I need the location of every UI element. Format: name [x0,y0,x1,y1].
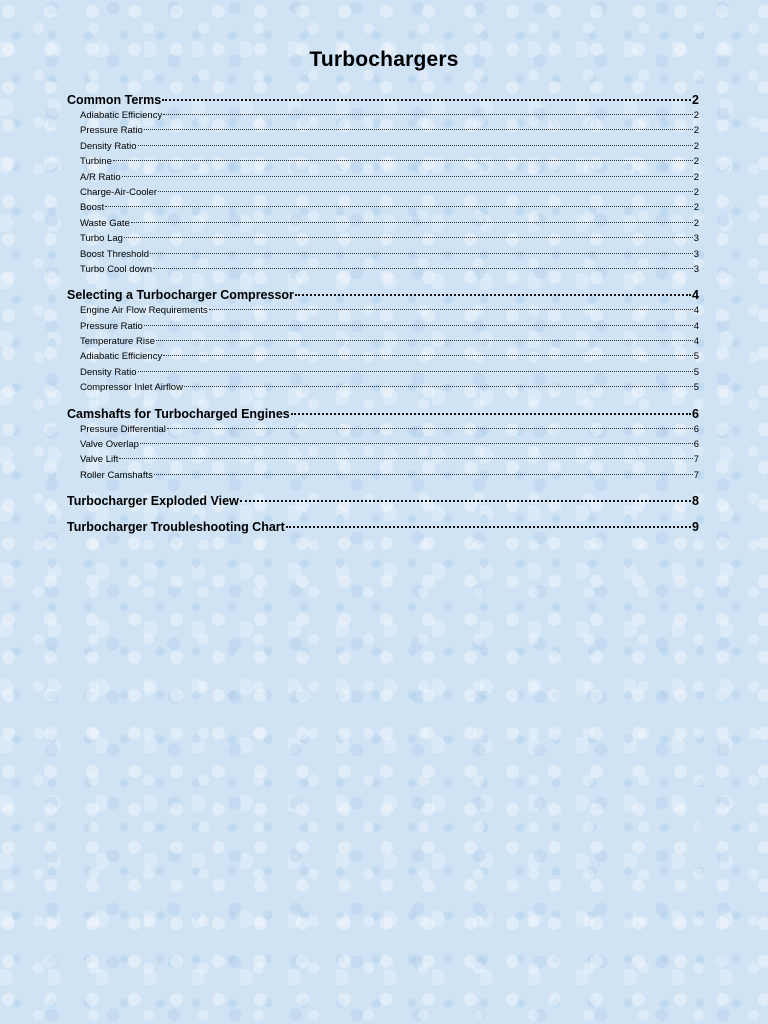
toc-entry-label: Pressure Ratio [80,125,143,137]
toc-entry-link[interactable] [67,154,699,169]
toc-entry-link[interactable] [67,303,699,318]
dot-leader [163,114,693,115]
toc-entry-link[interactable] [67,380,699,395]
dot-leader [131,222,693,223]
toc-entry-label: Adiabatic Efficiency [80,110,163,121]
toc-page-number: 4 [692,288,699,303]
dot-leader [138,371,693,372]
dot-leader [291,413,691,415]
toc-heading-label: Turbocharger Troubleshooting Chart [67,520,285,535]
toc-entry-label: Waste Gate [80,217,130,229]
toc-page-number: 3 [693,263,699,275]
dot-leader [124,237,693,238]
dot-leader [209,309,693,310]
toc-page-number: 5 [693,351,699,363]
toc-entry-link[interactable] [67,170,699,185]
toc-entry-label: Valve Overlap [80,439,139,451]
toc-page-number: 5 [693,382,699,394]
toc-page-number: 7 [693,454,699,466]
page-title: Turbochargers [309,48,459,71]
toc-heading-link[interactable] [67,287,699,303]
dot-leader [140,443,693,444]
toc-page-number: 2 [693,110,699,121]
toc-entry-link[interactable] [67,349,699,364]
toc-entry-label: Roller Camshafts [80,469,153,481]
dot-leader [154,474,693,475]
toc-entry-label: Charge-Air-Cooler [80,186,158,198]
toc-entry-label: Density Ratio [80,140,137,152]
dot-leader [184,386,693,387]
toc-page-number: 6 [692,406,699,421]
toc-page-number: 2 [692,93,699,107]
toc-page-number: 9 [692,520,699,535]
dot-leader [144,325,693,326]
toc-page-number: 4 [693,305,699,317]
toc-heading-label: Turbocharger Exploded View [67,494,239,509]
toc-page-number: 4 [693,320,699,332]
toc-entry-link[interactable] [67,319,699,334]
toc-page-number: 5 [693,366,699,378]
dot-leader [153,268,693,269]
toc-heading-link[interactable] [67,519,699,535]
toc-entry-link[interactable] [67,468,699,483]
toc-entry-label: A/R Ratio [80,171,121,183]
toc-entry-link[interactable] [67,231,699,246]
toc-page-number: 3 [693,248,699,260]
toc-section-exploded-view [67,493,699,509]
toc-page-number: 2 [693,125,699,137]
toc-entry-link[interactable] [67,185,699,200]
toc-entry-link[interactable] [67,262,699,277]
toc-page-number: 4 [693,336,699,348]
toc-entry-label: Pressure Differential [80,423,166,435]
toc-entry-label: Valve Lift [80,454,119,466]
toc-entry-link[interactable] [67,216,699,231]
toc-page-number: 2 [693,217,699,229]
dot-leader [163,355,693,356]
toc-entry-label: Adiabatic Efficiency [80,351,163,363]
toc-page-number: 8 [692,494,699,509]
toc-heading-label: Camshafts for Turbocharged Engines [67,406,290,421]
toc-entry-link[interactable] [67,437,699,452]
toc-page-number: 6 [693,423,699,435]
toc-entry-link[interactable] [67,365,699,380]
toc-entry-link[interactable] [67,123,699,138]
dot-leader [167,428,693,429]
toc-entry-label: Turbo Cool down [80,263,152,275]
toc-page-number: 3 [693,233,699,245]
toc-entry-label: Boost Threshold [80,248,150,260]
toc-heading-link[interactable] [67,92,699,108]
dot-leader [150,253,693,254]
toc-entry-label: Pressure Ratio [80,320,143,332]
toc-section-troubleshooting [67,519,699,535]
toc-section-common-terms [67,92,699,277]
dot-leader [286,526,691,528]
dot-leader [119,458,692,459]
toc-section-camshafts [67,406,699,484]
toc-page-number: 2 [693,202,699,214]
toc-entry-link[interactable] [67,139,699,154]
toc-entry-link[interactable] [67,334,699,349]
toc-page-number: 2 [693,140,699,152]
dot-leader [105,206,692,207]
dot-leader [156,340,693,341]
toc-heading-label: Common Terms [67,93,162,107]
toc-entry-link[interactable] [67,452,699,467]
dot-leader [240,500,691,502]
dot-leader [113,160,693,161]
dot-leader [158,191,693,192]
toc-page-number: 2 [693,171,699,183]
toc-entry-link[interactable] [67,422,699,437]
toc-entry-link[interactable] [67,108,699,123]
dot-leader [144,129,693,130]
dot-leader [295,294,691,296]
toc-heading-link[interactable] [67,493,699,509]
toc-entry-label: Turbo Lag [80,233,123,245]
toc-heading-label: Selecting a Turbocharger Compressor [67,288,294,303]
toc-page-number: 7 [693,469,699,481]
table-of-contents [67,92,699,535]
toc-entry-link[interactable] [67,247,699,262]
toc-page-number: 2 [693,156,699,168]
toc-heading-link[interactable] [67,406,699,422]
toc-entry-link[interactable] [67,200,699,215]
toc-entry-label: Engine Air Flow Requirements [80,305,208,317]
toc-section-selecting-compressor [67,287,699,395]
dot-leader [162,99,691,101]
toc-entry-label: Density Ratio [80,366,137,378]
toc-entry-label: Boost [80,202,105,214]
dot-leader [138,145,693,146]
toc-page-number: 6 [693,439,699,451]
toc-entry-label: Turbine [80,156,112,168]
toc-entry-label: Temperature Rise [80,336,155,348]
toc-page-number: 2 [693,186,699,198]
dot-leader [122,176,693,177]
toc-entry-label: Compressor Inlet Airflow [80,382,183,394]
